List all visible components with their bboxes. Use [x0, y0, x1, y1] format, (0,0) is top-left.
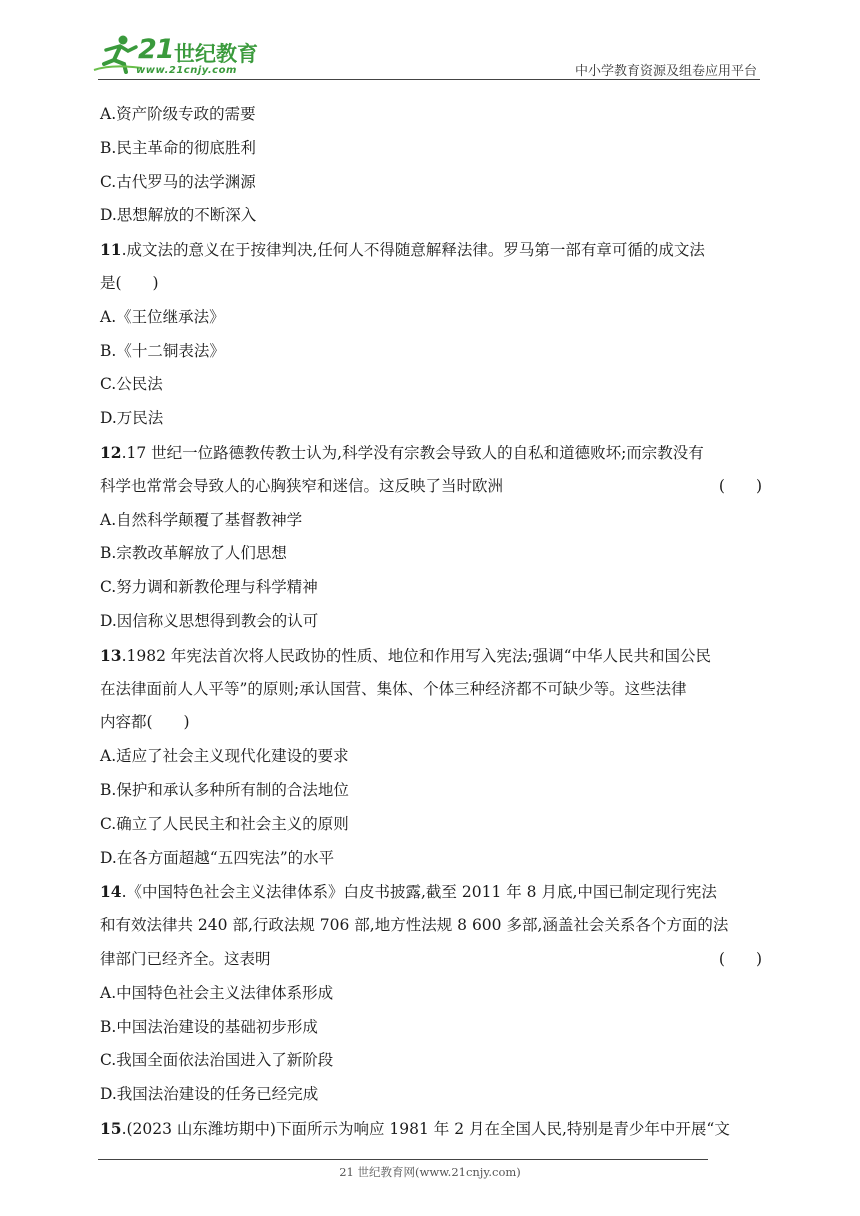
- line-text: A.自然科学颠覆了基督教神学: [100, 510, 303, 529]
- logo-number: 21: [138, 34, 174, 65]
- answer-bracket: ( ): [718, 949, 762, 968]
- line-text: 在法律面前人人平等”的原则;承认国营、集体、个体三种经济都不可缺少等。这些法律: [100, 679, 687, 698]
- question-stem-line: [100, 639, 762, 673]
- text-line: [100, 537, 762, 571]
- question-number: 13: [100, 645, 122, 665]
- line-text: 科学也常常会导致人的心胸狭窄和迷信。这反映了当时欧洲: [100, 476, 504, 495]
- line-text: C.我国全面依法治国进入了新阶段: [100, 1051, 334, 1070]
- line-text: C.努力调和新教伦理与科学精神: [100, 578, 318, 597]
- line-text: D.我国法治建设的任务已经完成: [100, 1085, 319, 1104]
- header-divider: [98, 79, 760, 80]
- text-line: [100, 571, 762, 605]
- question-stem-line: [100, 233, 762, 267]
- question-number: 15: [100, 1118, 122, 1138]
- text-line: [100, 402, 762, 436]
- question-stem-line: [100, 875, 762, 909]
- text-line: [100, 673, 762, 707]
- text-line: [100, 199, 762, 233]
- question-stem-line: [100, 436, 762, 470]
- line-text: B.宗教改革解放了人们思想: [100, 544, 287, 563]
- line-text: .(2023 山东潍坊期中)下面所示为响应 1981 年 2 月在全国人民,特别是青少年中开展“文: [121, 1119, 730, 1138]
- text-line: [100, 943, 762, 977]
- page-footer: 21 世纪教育网(www.21cnjy.com): [339, 1165, 521, 1179]
- line-text: 律部门已经齐全。这表明: [100, 949, 271, 968]
- page-header: [0, 0, 860, 90]
- line-text: C.古代罗马的法学渊源: [100, 172, 256, 191]
- text-line: [100, 1044, 762, 1078]
- logo-name: 世纪教育: [174, 42, 258, 66]
- line-text: 和有效法律共 240 部,行政法规 706 部,地方性法规 8 600 多部,涵盖社会关系各个方面的法: [100, 916, 729, 935]
- line-text: C.公民法: [100, 375, 163, 394]
- text-line: [100, 335, 762, 369]
- platform-name: 中小学教育资源及组卷应用平台: [574, 64, 757, 79]
- text-line: [100, 1078, 762, 1112]
- text-line: [100, 740, 762, 774]
- line-text: .1982 年宪法首次将人民政协的性质、地位和作用写入宪法;强调“中华人民共和国公民: [121, 646, 712, 665]
- question-stem-line: [100, 1112, 762, 1146]
- question-number: 11: [100, 240, 122, 260]
- text-line: [100, 605, 762, 639]
- question-number: 14: [100, 882, 122, 902]
- question-content: [100, 98, 762, 1146]
- footer-divider: [98, 1159, 708, 1160]
- line-text: B.民主革命的彻底胜利: [100, 138, 256, 157]
- line-text: C.确立了人民民主和社会主义的原则: [100, 814, 349, 833]
- line-text: .《中国特色社会主义法律体系》白皮书披露,截至 2011 年 8 月底,中国已制定现行宪法: [121, 883, 717, 902]
- text-line: [100, 504, 762, 538]
- text-line: [100, 1011, 762, 1045]
- line-text: D.在各方面超越“五四宪法”的水平: [100, 848, 335, 867]
- text-line: [100, 706, 762, 740]
- line-text: .17 世纪一位路德教传教士认为,科学没有宗教会导致人的自私和道德败坏;而宗教没有: [121, 443, 704, 462]
- text-line: [100, 842, 762, 876]
- line-text: B.保护和承认多种所有制的合法地位: [100, 780, 349, 799]
- text-line: [100, 267, 762, 301]
- answer-bracket: ( ): [718, 476, 762, 495]
- line-text: D.万民法: [100, 409, 164, 428]
- line-text: 内容都( ): [100, 713, 190, 732]
- line-text: B.中国法治建设的基础初步形成: [100, 1017, 318, 1036]
- text-line: [100, 470, 762, 504]
- line-text: .成文法的意义在于按律判决,任何人不得随意解释法律。罗马第一部有章可循的成文法: [121, 241, 705, 260]
- text-line: [100, 909, 762, 943]
- line-text: D.思想解放的不断深入: [100, 206, 257, 225]
- line-text: 是( ): [100, 273, 159, 292]
- line-text: A.资产阶级专政的需要: [100, 105, 256, 123]
- logo-url: www.21cnjy.com: [136, 65, 237, 76]
- text-line: [100, 774, 762, 808]
- line-text: B.《十二铜表法》: [100, 341, 225, 360]
- text-line: [100, 368, 762, 402]
- text-line: [100, 132, 762, 166]
- text-line: [100, 977, 762, 1011]
- line-text: A.中国特色社会主义法律体系形成: [100, 983, 334, 1002]
- text-line: [100, 808, 762, 842]
- question-number: 12: [100, 442, 122, 462]
- text-line: [100, 166, 762, 200]
- text-line: [100, 301, 762, 335]
- line-text: A.《王位继承法》: [100, 307, 225, 326]
- line-text: A.适应了社会主义现代化建设的要求: [100, 747, 349, 766]
- text-line: [100, 98, 762, 132]
- line-text: D.因信称义思想得到教会的认可: [100, 611, 319, 630]
- logo: [92, 34, 262, 80]
